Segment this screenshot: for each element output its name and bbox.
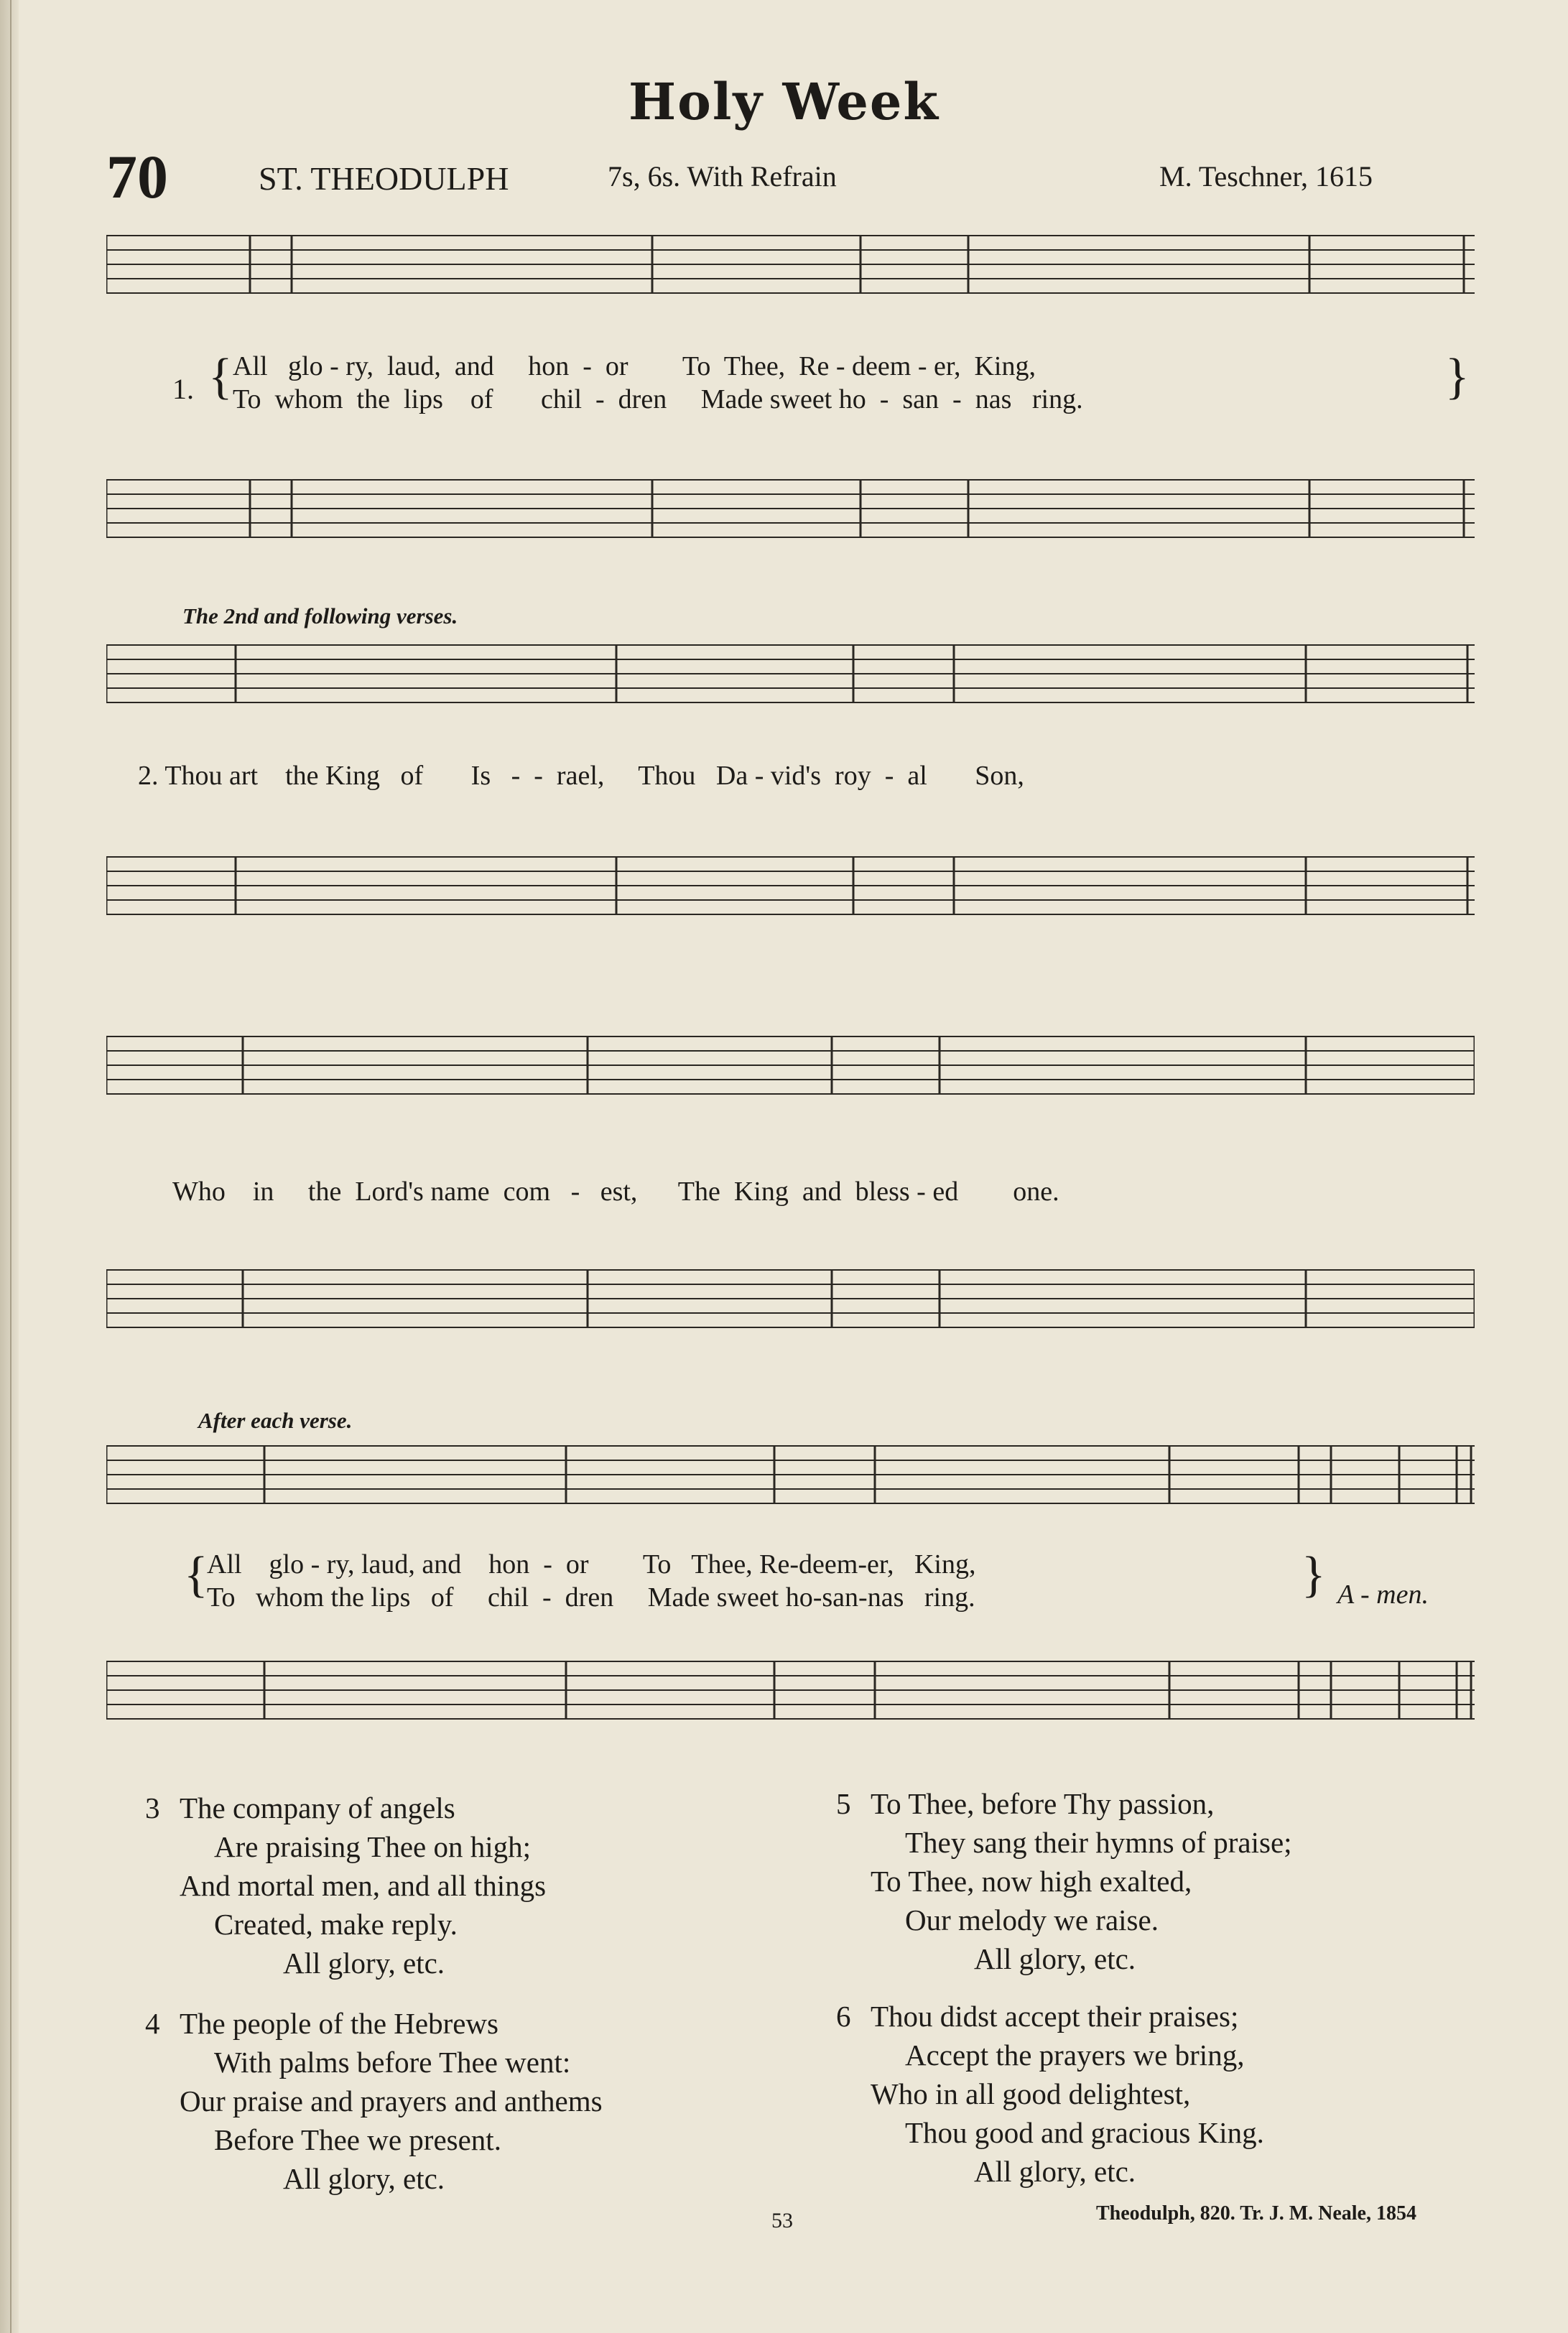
lyric-line: All glo - ry, laud, and hon - or To Thee, Re - deem - er, King,	[233, 351, 1036, 381]
staff-lines	[106, 1656, 1475, 1725]
stanza-line: All glory, etc.	[283, 2162, 445, 2195]
hymn-number: 70	[106, 142, 168, 211]
stanza-line: The company of angels	[180, 1791, 455, 1824]
treble-staff	[106, 230, 1475, 299]
stanza-line: Thou didst accept their praises;	[871, 2000, 1239, 2033]
tune-name: ST. THEODULPH	[259, 160, 509, 197]
stanza-line: Are praising Thee on high;	[214, 1830, 532, 1863]
stanza-3	[145, 1789, 547, 1982]
refrain-instruction: After each verse.	[198, 1408, 353, 1433]
stanza-line: All glory, etc.	[283, 1947, 445, 1980]
lyric-brace-right: }	[1445, 349, 1470, 404]
stanza-line: Our praise and prayers and anthems	[180, 2084, 603, 2118]
stanza-line: All glory, etc.	[974, 2155, 1136, 2188]
lyric-brace-right: }	[1302, 1547, 1326, 1603]
stanza-number: 5	[836, 1787, 851, 1820]
bass-staff	[106, 474, 1475, 543]
staff-lines	[106, 1440, 1475, 1509]
treble-staff	[106, 639, 1475, 708]
staff-lines	[106, 851, 1475, 920]
stanza-line: Created, make reply.	[214, 1908, 458, 1941]
stanza-line: Before Thee we present.	[214, 2123, 501, 2156]
stanza-number: 6	[836, 2000, 851, 2033]
bass-staff	[106, 1264, 1475, 1333]
stanza-6	[836, 1997, 1264, 2191]
stanza-line: Who in all good delightest,	[871, 2077, 1191, 2110]
stanza-line: With palms before Thee went:	[214, 2046, 571, 2079]
bass-staff	[106, 851, 1475, 920]
lyric-line: Who in the Lord's name com - est, The King and bless - ed one.	[172, 1177, 1059, 1207]
stanza-line: All glory, etc.	[974, 1942, 1136, 1975]
stanza-line: To Thee, now high exalted,	[871, 1865, 1192, 1898]
stanza-number: 3	[145, 1791, 160, 1824]
bass-staff	[106, 1656, 1475, 1725]
treble-staff	[106, 1031, 1475, 1100]
verse-number: 1.	[172, 373, 194, 405]
stanza-line: The people of the Hebrews	[180, 2007, 498, 2040]
page-binding-edge	[0, 0, 19, 2333]
section-title: Holy Week	[628, 72, 940, 131]
stanza-line: They sang their hymns of praise;	[905, 1826, 1292, 1859]
stanza-line: Thou good and gracious King.	[905, 2116, 1264, 2149]
staff-lines	[106, 230, 1475, 299]
stanza-line: Our melody we raise.	[905, 1903, 1159, 1937]
staff-lines	[106, 474, 1475, 543]
stanza-line: Accept the prayers we bring,	[905, 2039, 1245, 2072]
staff-lines	[106, 1264, 1475, 1333]
lyric-line: To whom the lips of chil - dren Made sweet ho - san - nas ring.	[233, 384, 1083, 414]
lyric-brace-left: {	[184, 1547, 208, 1603]
staff-lines	[106, 639, 1475, 708]
staff-lines	[106, 1031, 1475, 1100]
treble-staff	[106, 1440, 1475, 1509]
stanza-5	[836, 1784, 1292, 1978]
text-credit: Theodulph, 820. Tr. J. M. Neale, 1854	[1096, 2202, 1416, 2225]
stanza-number: 4	[145, 2007, 160, 2040]
composer: M. Teschner, 1615	[1159, 160, 1373, 193]
lyric-line: All glo - ry, laud, and hon - or To Thee, Re-deem-er, King,	[207, 1549, 976, 1580]
stanza-line: To Thee, before Thy passion,	[871, 1787, 1215, 1820]
lyric-line: 2. Thou art the King of Is - - rael, Thou Da - vid's roy - al Son,	[138, 761, 1024, 791]
amen-text: A - men.	[1337, 1580, 1429, 1610]
verse-instruction: The 2nd and following verses.	[182, 603, 458, 629]
page-number: 53	[771, 2209, 793, 2232]
meter: 7s, 6s. With Refrain	[608, 160, 837, 193]
lyric-brace-left: {	[208, 349, 233, 404]
lyric-line: To whom the lips of chil - dren Made sweet ho-san-nas ring.	[207, 1582, 975, 1613]
stanza-line: And mortal men, and all things	[180, 1869, 547, 1902]
stanza-4	[145, 2004, 603, 2198]
